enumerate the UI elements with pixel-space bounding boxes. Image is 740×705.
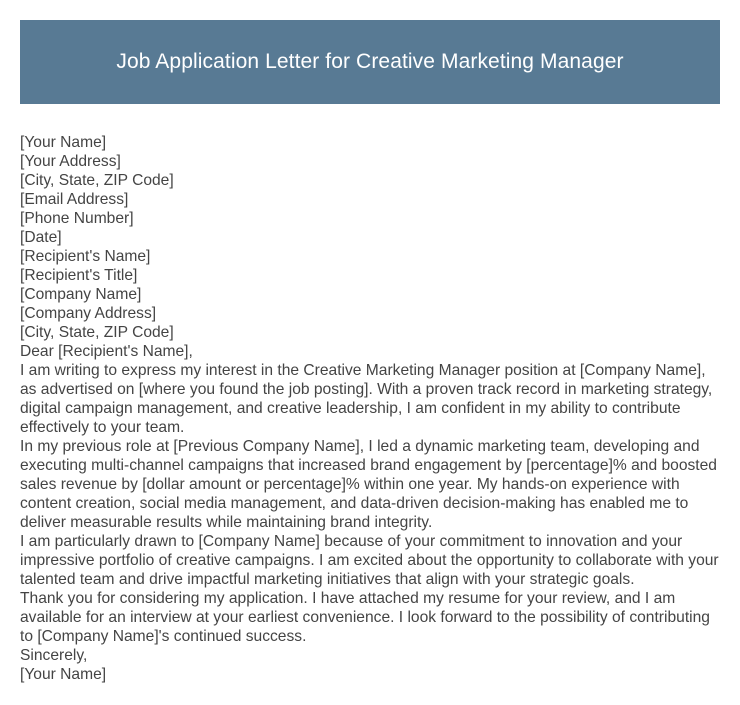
letter-date: [Date] — [20, 229, 62, 246]
document-title: Job Application Letter for Creative Marketing Manager — [116, 50, 624, 73]
sender-city-state-zip: [City, State, ZIP Code] — [20, 172, 174, 189]
sender-block — [20, 133, 722, 247]
document-header — [20, 20, 720, 104]
recipient-name: [Recipient's Name] — [20, 248, 151, 265]
paragraph-closing: Thank you for considering my application. I have attached my resume for your review, and I am available for an interview at your earliest convenience. I look forward to the possibility of contributing to [Company Name]'s continued success. — [20, 590, 710, 645]
sender-address: [Your Address] — [20, 153, 121, 170]
paragraph-experience: In my previous role at [Previous Company Name], I led a dynamic marketing team, developing and executing multi-channel campaigns that increased brand engagement by [percentage]% and boosted sales revenue by [dollar amount or percentage]% within one year. My hands-on experience with content creation, social media management, and data-driven decision-making has enabled me to deliver measurable results while maintaining brand integrity. — [20, 438, 717, 531]
recipient-company-address: [Company Address] — [20, 305, 157, 322]
paragraph-motivation: I am particularly drawn to [Company Name] because of your commitment to innovation and your impressive portfolio of creative campaigns. I am excited about the opportunity to collaborate with your talented team and drive impactful marketing initiatives that align with your strategic goals. — [20, 533, 719, 588]
recipient-city-state-zip: [City, State, ZIP Code] — [20, 324, 174, 341]
sender-phone: [Phone Number] — [20, 210, 134, 227]
letter-body — [20, 133, 722, 684]
sender-email: [Email Address] — [20, 191, 129, 208]
signature: [Your Name] — [20, 666, 107, 683]
recipient-title: [Recipient's Title] — [20, 267, 138, 284]
closing: Sincerely, — [20, 647, 88, 664]
sender-name: [Your Name] — [20, 134, 107, 151]
paragraph-intro: I am writing to express my interest in the Creative Marketing Manager position at [Company Name], as advertised on [where you found the job posting]. With a proven track record in marketing strategy, digital campaign management, and creative leadership, I am confident in my ability to contribute effectively to your team. — [20, 362, 713, 436]
recipient-block — [20, 247, 722, 342]
salutation: Dear [Recipient's Name], — [20, 343, 193, 360]
recipient-company: [Company Name] — [20, 286, 142, 303]
